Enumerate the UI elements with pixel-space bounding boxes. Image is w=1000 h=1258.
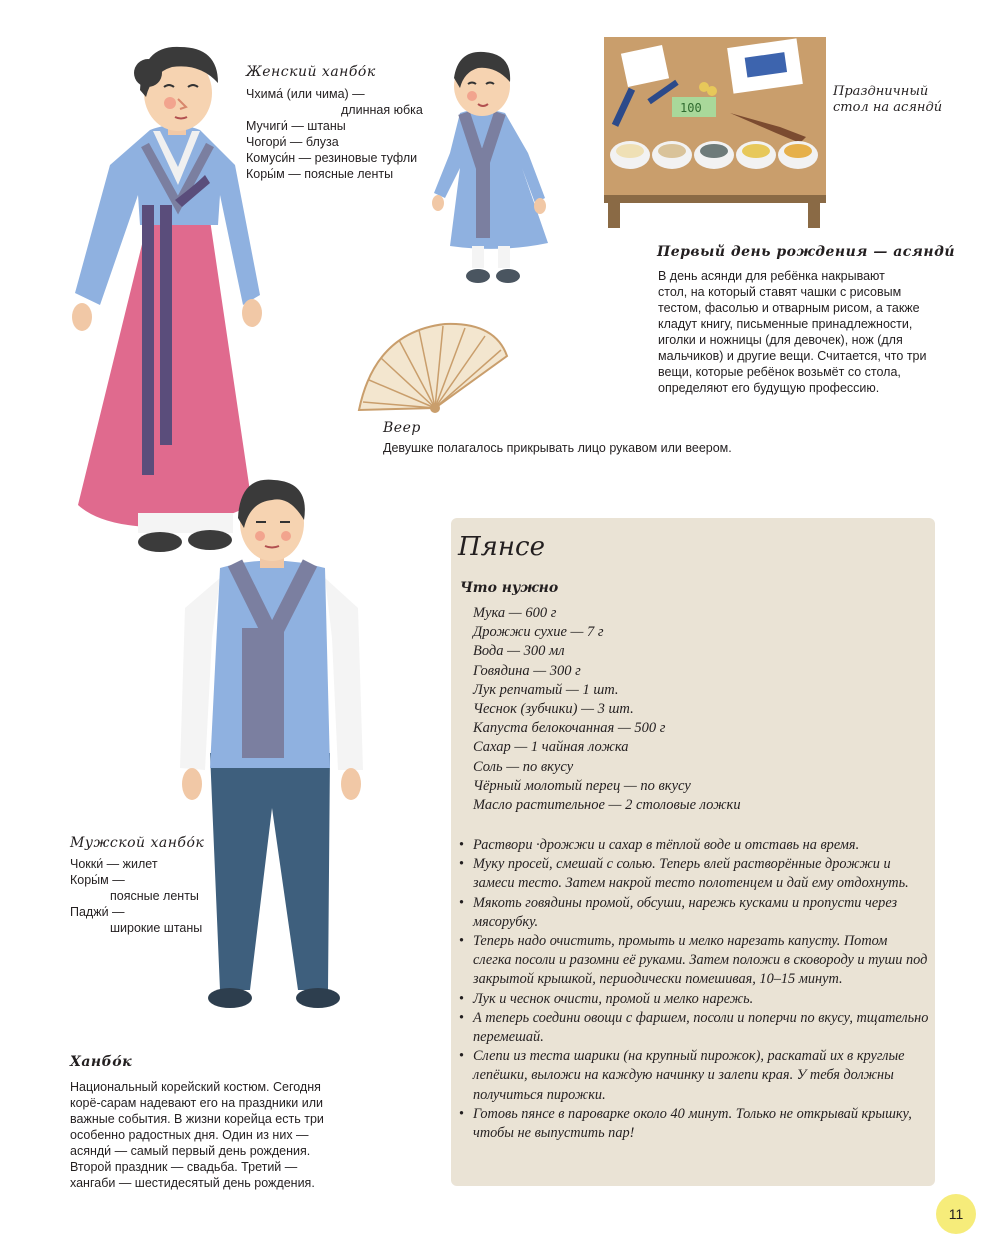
recipe-title: Пянсе	[458, 532, 545, 562]
table-caption-line-1: Праздничный	[833, 84, 929, 99]
table-caption	[833, 84, 942, 116]
asyandi-title: Первый день рождения — асянди́	[657, 244, 956, 260]
male-hanbok-title: Мужской ханбо́к	[70, 835, 205, 851]
female-hanbok-title: Женский ханбо́к	[246, 64, 376, 80]
asyandi-line: вещи, которые ребёнок возьмёт со стола,	[658, 365, 901, 379]
female-item-chima-desc: длинная юбка	[341, 103, 423, 117]
hanbok-line: особенно радостных дня. Один из них —	[70, 1128, 309, 1142]
page-number: 11	[936, 1194, 976, 1234]
ingredient-item: Вода — 300 мл	[473, 643, 565, 660]
recipe-step: • Раствори ·дрожжи и сахар в тёплой воде и отставь на время.	[459, 836, 929, 855]
hanbok-paragraph	[70, 1079, 360, 1191]
money-value: 100	[680, 101, 702, 115]
ingredient-item: Соль — по вкусу	[473, 758, 574, 775]
asyandi-paragraph	[658, 268, 958, 396]
recipe-step: • А теперь соедини овощи с фаршем, посоли и поперчи по вкусу, тщательно перемешай.	[459, 1009, 929, 1047]
ingredient-item: Масло растительное — 2 столовые ложки	[473, 796, 741, 813]
recipe-step: • Муку просей, смешай с солью. Теперь влей растворённые дрожжи и замеси тесто. Затем накрой тесто полотенцем и дай ему отдохнуть.	[459, 855, 929, 893]
female-item-korym: Коры́м — поясные ленты	[246, 167, 394, 181]
ingredient-item: Говядина — 300 г	[473, 662, 581, 679]
recipe-step: • Лук и чеснок очисти, промой и мелко нарежь.	[459, 990, 929, 1009]
recipe-step: • Слепи из теста шарики (на крупный пирожок), раскатай их в круглые лепёшки, выложи на каждую начинку и залепи края. У тебя должны получиться пирожки.	[459, 1047, 929, 1105]
table-caption-line-2: стол на асянди́	[833, 100, 943, 115]
ingredient-item: Дрожжи сухие — 7 г	[473, 624, 604, 641]
female-item-chima: Чхима́ (или чима) —	[246, 87, 365, 101]
fan-text: Девушке полагалось прикрывать лицо рукавом или веером.	[383, 441, 732, 455]
recipe-steps	[459, 836, 929, 1143]
ingredient-item: Мука — 600 г	[473, 605, 557, 621]
child-hanbok-illustration	[420, 48, 555, 293]
fan-title: Веер	[383, 420, 421, 436]
ingredients-list	[473, 604, 741, 815]
asyandi-line: кладут книгу, письменные принадлежности,	[658, 317, 913, 331]
recipe-step: • Теперь надо очистить, промыть и мелко нарезать капусту. Потом слегка посоли и разомни её руками. Затем положи в сковороду и туши под закрытой крышкой, периодически помешивая, 10–15 минут.	[459, 932, 929, 990]
hanbok-line: Национальный корейский костюм. Сегодня	[70, 1080, 321, 1094]
recipe-step: • Готовь пянсе в пароварке около 40 минут. Только не открывай крышку, чтобы не выпустить пар!	[459, 1105, 929, 1143]
recipe-subtitle: Что нужно	[460, 580, 559, 596]
man-hanbok-illustration	[180, 478, 365, 1023]
male-item-padji: Паджи́ —	[70, 905, 125, 919]
asyandi-line: мальчиков) и другие вещи. Считается, что три	[658, 349, 927, 363]
recipe-step: • Мякоть говядины промой, обсуши, нарежь кусками и пропусти через мясорубку.	[459, 894, 929, 932]
hanbok-line: асянди́ — самый первый день рождения.	[70, 1144, 311, 1158]
asyandi-line: В день асянди для ребёнка накрывают	[658, 269, 885, 283]
male-item-korym: Коры́м —	[70, 873, 125, 887]
hanbok-line: Второй праздник — свадьба. Третий —	[70, 1160, 298, 1174]
ingredient-item: Капуста белокочанная — 500 г	[473, 720, 666, 737]
asyandi-line: стол, на который ставят чашки с рисовым	[658, 285, 902, 299]
ingredient-item: Чёрный молотый перец — по вкусу	[473, 777, 691, 794]
hanbok-line: хангаби — шестидесятый день рождения.	[70, 1176, 315, 1190]
fan-illustration	[355, 322, 515, 418]
hanbok-line: важные события. В жизни корейца есть три	[70, 1112, 324, 1126]
male-item-korym-desc: поясные ленты	[110, 889, 199, 903]
female-item-muchigi: Мучиги́ — штаны	[246, 119, 346, 133]
celebration-table-illustration	[600, 35, 830, 230]
ingredient-item: Лук репчатый — 1 шт.	[473, 681, 619, 698]
male-item-chokki: Чокки́ — жилет	[70, 857, 158, 871]
asyandi-line: тестом, фасолью и отварным рисом, а также	[658, 301, 920, 315]
ingredient-item: Чеснок (зубчики) — 3 шт.	[473, 700, 634, 717]
hanbok-line: корё-сарам надевают его на праздники или	[70, 1096, 323, 1110]
female-item-chogori: Чогори́ — блуза	[246, 135, 339, 149]
asyandi-line: иголки и ножницы (для девочек), нож (для	[658, 333, 903, 347]
male-hanbok-list	[70, 856, 202, 936]
hanbok-title: Ханбо́к	[70, 1054, 133, 1070]
ingredient-item: Сахар — 1 чайная ложка	[473, 739, 629, 756]
female-hanbok-list	[246, 86, 423, 182]
asyandi-line: определяют его будущую профессию.	[658, 381, 880, 395]
male-item-padji-desc: широкие штаны	[110, 921, 203, 935]
female-item-komusin: Комуси́н — резиновые туфли	[246, 151, 418, 165]
